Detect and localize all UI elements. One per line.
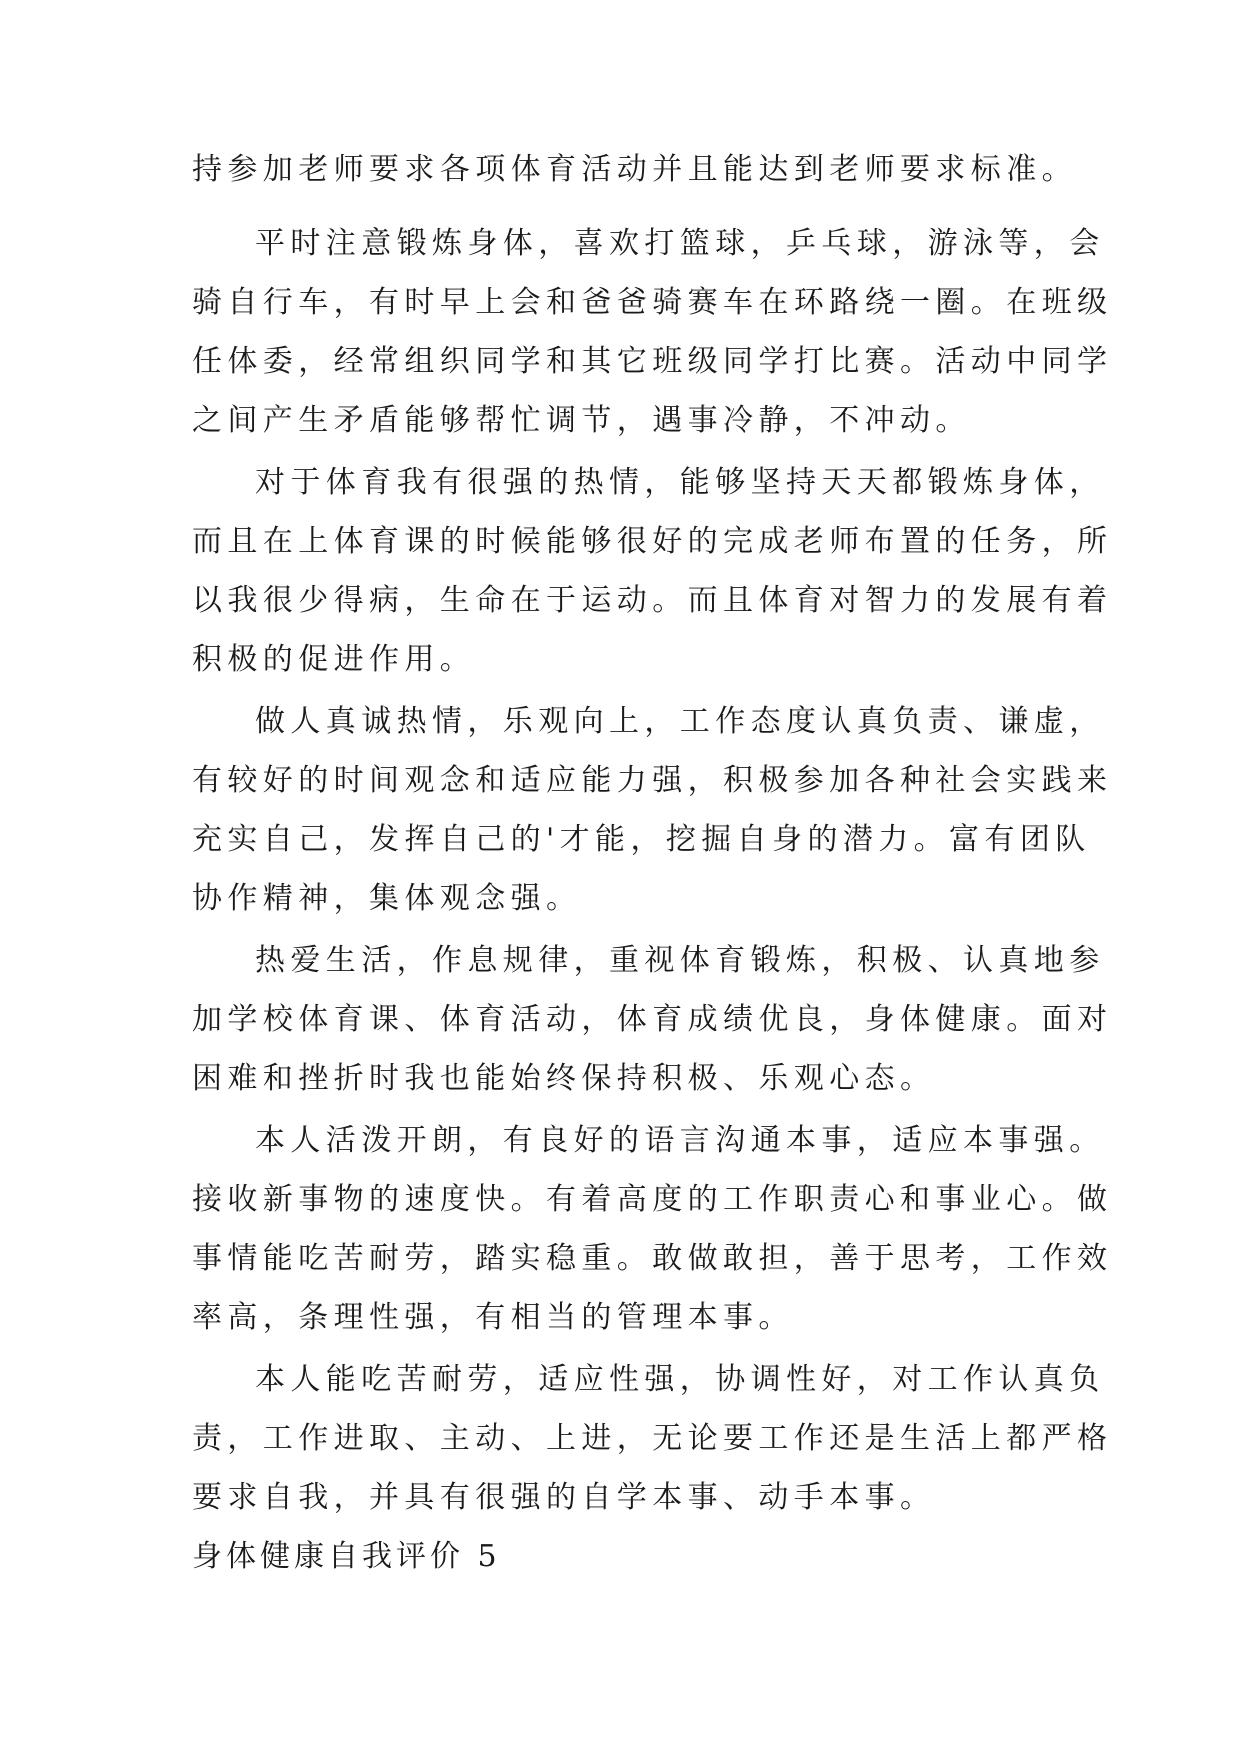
paragraph-line: 有较好的时间观念和适应能力强，积极参加各种社会实践来 — [192, 763, 1113, 798]
paragraph-line: 以我很少得病，生命在于运动。而且体育对智力的发展有着 — [192, 583, 1113, 618]
paragraph-line: 责，工作进取、主动、上进，无论要工作还是生活上都严格 — [192, 1421, 1113, 1456]
paragraph-line: 困难和挫折时我也能始终保持积极、乐观心态。 — [192, 1061, 936, 1096]
paragraph-line: 之间产生矛盾能够帮忙调节，遇事冷静，不冲动。 — [192, 403, 971, 438]
paragraph-line: 对于体育我有很强的热情，能够坚持天天都锻炼身体， — [255, 465, 1105, 500]
section-heading: 身体健康自我评价 5 — [192, 1539, 501, 1574]
paragraph-line: 骑自行车，有时早上会和爸爸骑赛车在环路绕一圈。在班级 — [192, 285, 1113, 320]
paragraph-line: 本人活泼开朗，有良好的语言沟通本事，适应本事强。 — [255, 1123, 1105, 1158]
paragraph-line: 本人能吃苦耐劳，适应性强，协调性好，对工作认真负 — [255, 1362, 1105, 1397]
paragraph-line: 持参加老师要求各项体育活动并且能达到老师要求标准。 — [192, 152, 1077, 187]
paragraph-line: 做人真诚热情，乐观向上，工作态度认真负责、谦虚， — [255, 704, 1105, 739]
paragraph-line: 事情能吃苦耐劳，踏实稳重。敢做敢担，善于思考，工作效 — [192, 1241, 1113, 1276]
paragraph-line: 率高，条理性强，有相当的管理本事。 — [192, 1300, 794, 1335]
paragraph-line: 热爱生活，作息规律，重视体育锻炼，积极、认真地参 — [255, 943, 1105, 978]
paragraph-line: 而且在上体育课的时候能够很好的完成老师布置的任务，所 — [192, 524, 1113, 559]
paragraph-line: 加学校体育课、体育活动，体育成绩优良，身体健康。面对 — [192, 1002, 1113, 1037]
paragraph-line: 要求自我，并具有很强的自学本事、动手本事。 — [192, 1480, 936, 1515]
paragraph-line: 充实自己，发挥自己的'才能，挖掘自身的潜力。富有团队 — [192, 822, 1091, 857]
paragraph-line: 任体委，经常组织同学和其它班级同学打比赛。活动中同学 — [192, 344, 1113, 379]
paragraph-line: 平时注意锻炼身体，喜欢打篮球，乒乓球，游泳等，会 — [255, 226, 1105, 261]
paragraph-line: 积极的促进作用。 — [192, 642, 476, 677]
paragraph-line: 接收新事物的速度快。有着高度的工作职责心和事业心。做 — [192, 1182, 1113, 1217]
paragraph-line: 协作精神，集体观念强。 — [192, 881, 582, 916]
